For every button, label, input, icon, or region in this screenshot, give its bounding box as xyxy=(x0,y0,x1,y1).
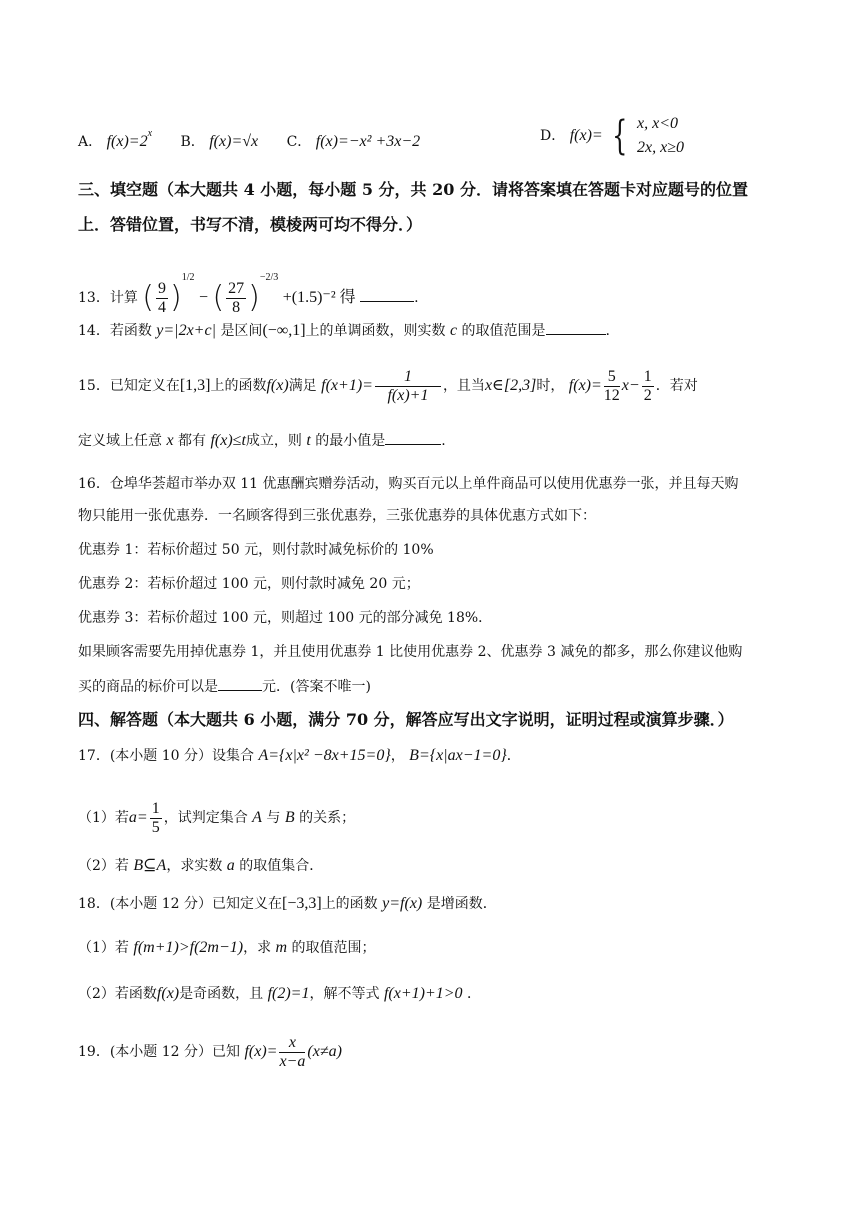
q18-p2-d: ． xyxy=(466,986,481,1002)
q19-cond: (x≠a) xyxy=(307,1043,342,1060)
q15-line2-t: t xyxy=(306,432,311,449)
q15-text4: ，且当 xyxy=(442,378,485,394)
q16-coupon2: 优惠券 2：若标价超过 100 元，则付款时减免 20 元； xyxy=(78,576,420,592)
q19-lhs: f(x)= xyxy=(244,1043,278,1060)
q15-coef2-den: 2 xyxy=(643,386,652,404)
q19-num: x xyxy=(279,1034,305,1053)
option-a-expr: f(x)=2 xyxy=(106,133,148,150)
q17 xyxy=(78,746,521,766)
q15-text5: 时， xyxy=(536,378,565,394)
q15-frac xyxy=(375,368,441,405)
q17-setB: B={x|ax−1=0} xyxy=(409,747,507,764)
q13-frac2-num: 27 xyxy=(228,279,245,297)
q14-answer-blank[interactable] xyxy=(546,320,606,335)
q18-p1-b: ，求 xyxy=(243,940,272,956)
q17-p2-a: （2）若 xyxy=(78,858,129,874)
q15-line2-d: 的最小值是 xyxy=(315,433,386,449)
section3-title-line2: 上．答错位置，书写不清，模棱两可均不得分．） xyxy=(78,215,423,234)
q18 xyxy=(78,894,497,914)
q15-frac-den: f(x)+1 xyxy=(387,386,429,404)
q18-p2-c: ，解不等式 xyxy=(309,986,380,1002)
option-a xyxy=(78,124,152,152)
q14-text1: 14．若函数 xyxy=(78,323,152,339)
q15-cond: x∈[2,3] xyxy=(484,377,537,394)
q17-p1-lhs: a= xyxy=(128,809,148,826)
q13-frac1 xyxy=(156,280,168,317)
q17-p1-num: 1 xyxy=(151,799,160,817)
q17-p2-var: a xyxy=(226,857,235,874)
q18-part1 xyxy=(78,938,376,958)
q13-prefix: 13．计算 xyxy=(78,290,138,306)
q13: 13．计算 ( $\frac{9}{4}$ )$^{1/2}$ − ( $\frac{27}{8}$ )$^{-2/3}$ +(1.5)⁻² 得 . xyxy=(78,272,419,316)
q15-fx: f(x) xyxy=(266,377,289,394)
q16-line2: 物只能用一张优惠券．一名顾客得到三张优惠券，三张优惠券的具体优惠方式如下： xyxy=(78,508,596,524)
q17-p1-a: （1）若 xyxy=(78,810,129,826)
q13-frac2 xyxy=(226,280,246,317)
q13-end: . xyxy=(414,290,419,306)
q16-coupon3: 优惠券 3：若标价超过 100 元，则超过 100 元的部分减免 18%． xyxy=(78,610,493,626)
q18-p2-ineq: f(x+1)+1>0 xyxy=(383,985,463,1002)
q14-end: . xyxy=(605,323,610,339)
option-c xyxy=(287,132,421,152)
q16-line7 xyxy=(78,676,371,697)
q15-coef1-den: 12 xyxy=(603,386,620,404)
q15-line2-expr: f(x)≤t xyxy=(210,432,246,449)
q18-expr: y=f(x) xyxy=(382,895,423,912)
q14 xyxy=(78,320,610,341)
q18-text3: 是增函数． xyxy=(426,896,497,912)
q15-rhs-lhs: f(x)= xyxy=(568,377,602,394)
q12-options xyxy=(78,124,444,152)
option-d xyxy=(540,112,684,160)
option-b-expr: f(x)=√x xyxy=(209,133,259,150)
q16-answer-blank[interactable] xyxy=(218,676,262,691)
q13-answer-blank[interactable] xyxy=(360,287,414,302)
option-d-cases xyxy=(637,112,684,160)
q15-coef1 xyxy=(604,368,620,405)
q18-p2-cond: f(2)=1 xyxy=(267,985,310,1002)
q17-p1-frac xyxy=(150,800,162,837)
q15-coef2 xyxy=(642,368,654,405)
option-c-label: C． xyxy=(286,134,312,150)
option-a-label: A． xyxy=(78,134,103,150)
q17-sep: ， xyxy=(390,748,405,764)
q19 xyxy=(78,1030,342,1074)
q15-mid: x− xyxy=(621,377,640,394)
q17-setA: A={x|x² −8x+15=0} xyxy=(258,747,391,764)
q19-text1: 19．(本小题 12 分）已知 xyxy=(78,1044,240,1060)
q15-end: . xyxy=(441,433,446,449)
q18-p2-a: （2）若函数 xyxy=(78,986,157,1002)
q14-interval: (−∞,1] xyxy=(262,322,306,339)
q15-coef2-num: 1 xyxy=(643,367,652,385)
q18-p1-var: m xyxy=(275,939,288,956)
q15-line2-b: 都有 xyxy=(178,433,207,449)
q19-den: x−a xyxy=(279,1052,306,1070)
section4-title: 四、解答题（本大题共 6 小题，满分 70 分，解答应写出文字说明，证明过程或演算步骤．） xyxy=(78,710,734,729)
option-d-case1: x, x<0 xyxy=(637,115,679,132)
q17-part1 xyxy=(78,796,355,840)
q17-text1: 17．(本小题 10 分）设集合 xyxy=(78,748,254,764)
q18-text2: 上的函数 xyxy=(321,896,378,912)
q13-exp1: 1/2 xyxy=(181,272,195,283)
q16-coupon1: 优惠券 1：若标价超过 50 元，则付款时减免标价的 10% xyxy=(78,542,434,558)
q15-text2: 上的函数 xyxy=(210,378,267,394)
q17-part2 xyxy=(78,856,323,876)
q14-text3: 上的单调函数，则实数 xyxy=(305,323,446,339)
q15-text6: ．若对 xyxy=(655,378,698,394)
q15-coef1-num: 5 xyxy=(604,368,620,387)
option-b-label: B． xyxy=(180,134,205,150)
q14-text2: 是区间 xyxy=(220,323,263,339)
q18-text1: 18．(本小题 12 分）已知定义在 xyxy=(78,896,282,912)
q17-p1-b: ，试判定集合 xyxy=(163,810,248,826)
q15-lhs: f(x+1)= xyxy=(321,377,373,394)
q17-p2-c: 的取值集合． xyxy=(239,858,324,874)
option-a-sup: x xyxy=(147,128,153,139)
q18-p1-a: （1）若 xyxy=(78,940,129,956)
option-b xyxy=(180,132,258,152)
q13-exp2: −2/3 xyxy=(259,272,279,283)
section3-title-line1: 三、填空题（本大题共 4 小题，每小题 5 分，共 20 分．请将答案填在答题卡对应题号的位置 xyxy=(78,180,748,199)
q19-frac xyxy=(279,1034,305,1071)
q17-p2-b: ，求实数 xyxy=(166,858,223,874)
q16-line7b: 元．(答案不唯一) xyxy=(262,679,371,695)
q13-tail: +(1.5)⁻² 得 xyxy=(282,289,356,306)
q17-p2-expr: B⊆A xyxy=(133,857,167,874)
q16-line6: 如果顾客需要先用掉优惠券 1，并且使用优惠券 1 比使用优惠券 2、优惠券 3 减免的都多，那么你建议他购 xyxy=(78,644,743,660)
q13-frac1-den: 4 xyxy=(158,298,166,316)
q18-p1-expr: f(m+1)>f(2m−1) xyxy=(133,939,244,956)
q15-interval: [1,3] xyxy=(179,377,211,394)
q15-line2-c: 成立，则 xyxy=(245,433,302,449)
q14-expr: y=|2x+c| xyxy=(156,322,216,339)
q14-text4: 的取值范围是 xyxy=(461,323,546,339)
q18-part2 xyxy=(78,984,481,1004)
q15-line2-var: x xyxy=(166,432,174,449)
q17-p1-B: B xyxy=(284,809,295,826)
q13-frac1-num: 9 xyxy=(158,279,166,297)
q17-end: ． xyxy=(506,748,521,764)
q13-minus: − xyxy=(198,289,208,306)
q18-p2-b: 是奇函数，且 xyxy=(179,986,264,1002)
option-d-brace: { xyxy=(612,113,628,159)
q18-interval: [−3,3] xyxy=(282,895,322,912)
q17-p1-c: 与 xyxy=(266,810,281,826)
q17-p1-A: A xyxy=(252,809,262,826)
q18-p1-c: 的取值范围； xyxy=(291,940,376,956)
q17-p1-d: 的关系； xyxy=(299,810,356,826)
q15-line2 xyxy=(78,430,446,451)
q15-line2-a: 定义域上任意 xyxy=(78,433,162,449)
option-d-label: D． xyxy=(540,128,566,144)
q14-var: c xyxy=(449,322,458,339)
q16-line1: 16．仓埠华荟超市举办双 11 优惠酬宾赠券活动，购买百元以上单件商品可以使用优惠券一张，并且每天购 xyxy=(78,476,739,492)
q15-answer-blank[interactable] xyxy=(385,430,441,445)
q17-p1-den: 5 xyxy=(151,818,160,836)
option-c-expr: f(x)=−x² +3x−2 xyxy=(315,133,421,150)
option-d-expr: f(x)= xyxy=(569,127,603,144)
q18-p2-fx: f(x) xyxy=(156,985,180,1002)
q13-frac2-den: 8 xyxy=(232,298,241,316)
q15-text1: 15．已知定义在 xyxy=(78,378,180,394)
q15-line1 xyxy=(78,364,698,408)
q15-text3: 满足 xyxy=(288,378,317,394)
option-d-case2: 2x, x≥0 xyxy=(637,139,685,156)
q15-frac-num: 1 xyxy=(375,368,441,387)
q16-line7a: 买的商品的标价可以是 xyxy=(78,679,218,695)
